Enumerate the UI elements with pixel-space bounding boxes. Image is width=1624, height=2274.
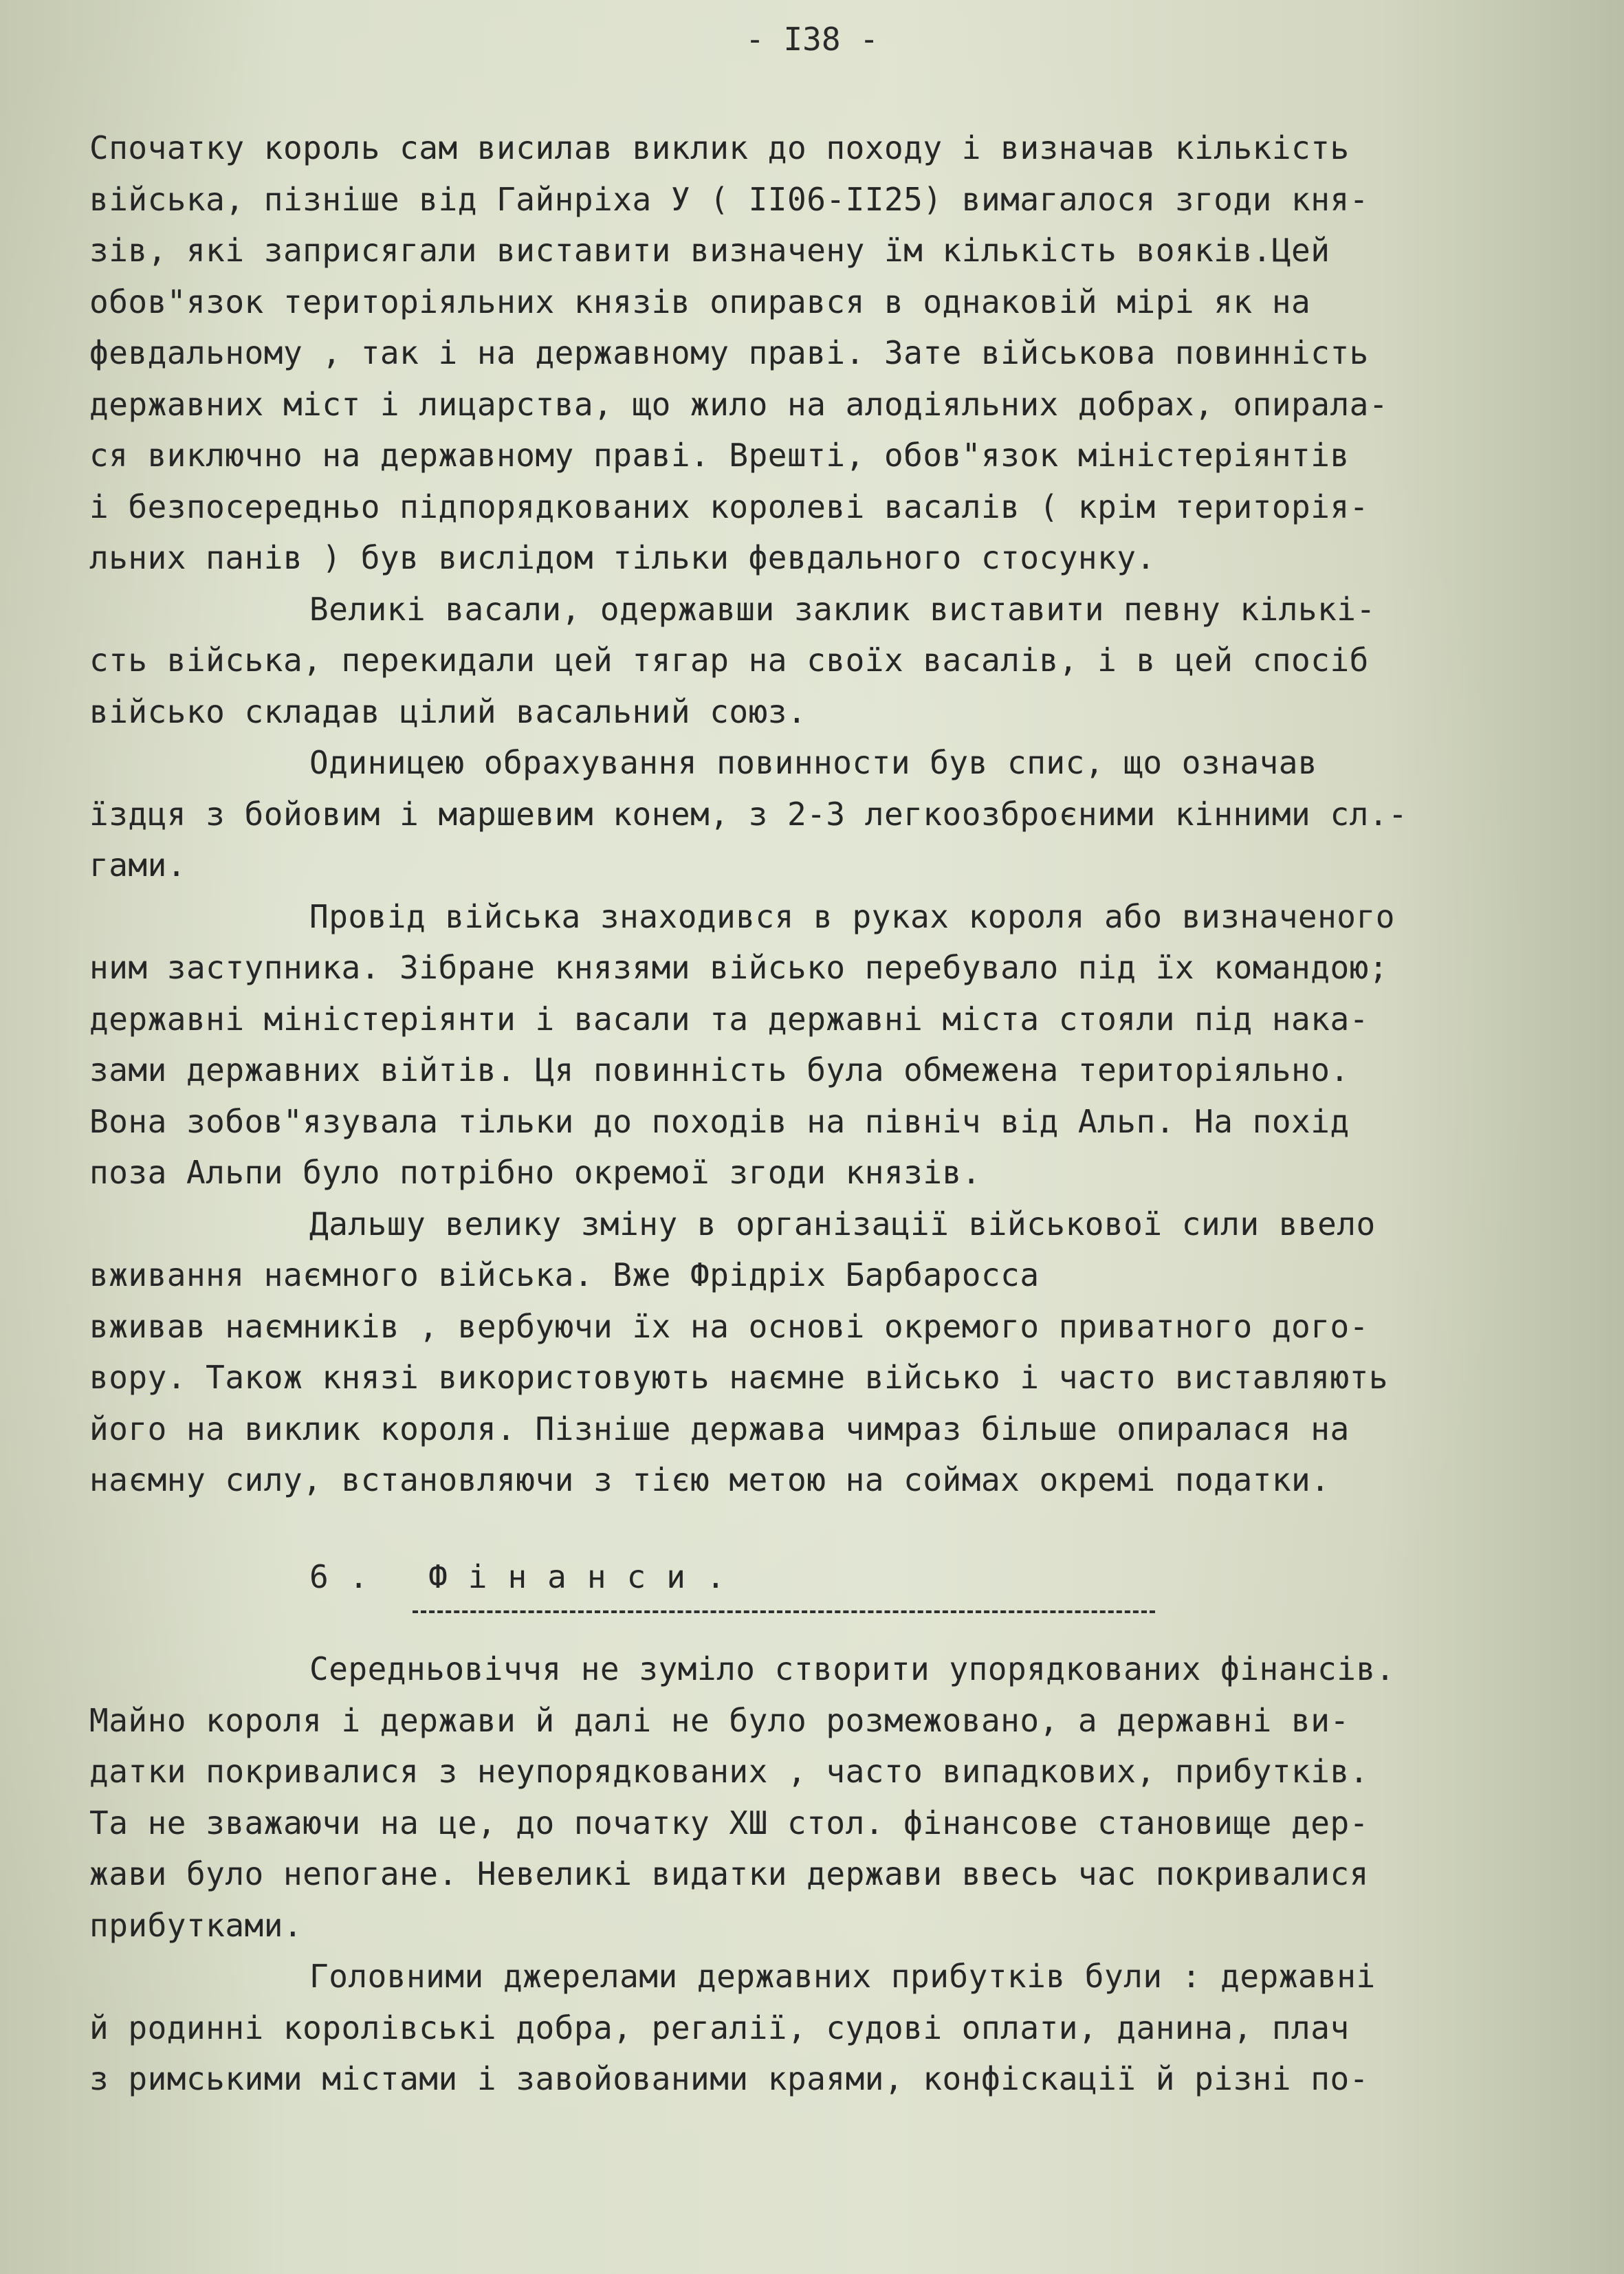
section-gap: [89, 1506, 1588, 1551]
paragraph-revenue-sources: [89, 1951, 1588, 2105]
text-line: державні міністеріянти і васали та державні міста стояли під нака-: [89, 1000, 1369, 1038]
section-heading: [89, 1551, 1588, 1603]
text-line: Одиницею обрахування повинности був спис, що означав: [309, 744, 1318, 781]
text-line: державних міст і лицарства, що жило на алодіяльних добрах, опирала-: [89, 385, 1389, 423]
page-number: - I38 -: [745, 21, 879, 58]
text-line: Великі васали, одержавши заклик виставити певну кількі-: [309, 590, 1376, 628]
text-line: датки покривалися з неупорядкованих , часто випадкових, прибутків.: [89, 1753, 1369, 1790]
text-line: обов"язок територіяльних князів опирався в однаковій мірі як на: [89, 283, 1311, 320]
text-line: з римськими містами і завойованими краями, конфіскації й різні по-: [89, 2060, 1369, 2097]
text-line: Середньовіччя не зуміло створити упорядкованих фінансів.: [309, 1650, 1395, 1687]
page-body: [89, 122, 1588, 2105]
text-line: гами.: [89, 846, 186, 884]
text-line: і безпосередньо підпорядкованих королеві васалів ( крім територія-: [89, 488, 1369, 525]
text-line: сть війська, перекидали цей тягар на своїх васалів, і в цей спосіб: [89, 642, 1369, 679]
paragraph-military-summons: [89, 122, 1588, 584]
paragraph-unit-of-duty: [89, 737, 1588, 891]
text-line: Провід війська знаходився в руках короля або визначеного: [309, 897, 1395, 935]
text-line: февдальному , так і на державному праві. Зате військова повинність: [89, 334, 1369, 371]
text-line: вживав наємників , вербуючи їх на основі окремого приватного дого-: [89, 1307, 1369, 1345]
text-line: жави було непогане. Невеликі видатки держави ввесь час покривалися: [89, 1855, 1369, 1892]
text-line: Майно короля і держави й далі не було розмежовано, а державні ви-: [89, 1701, 1350, 1739]
text-line: їздця з бойовим і маршевим конем, з 2-3 легкоозброєними кінними сл.-: [89, 795, 1408, 833]
text-line: вживання наємного війська. Вже Фрідріх Барбаросса: [89, 1256, 1040, 1293]
text-line: Головними джерелами державних прибутків були : державні: [309, 1958, 1376, 1995]
section-number: 6.: [309, 1557, 389, 1595]
text-line: Вона зобов"язувала тільки до походів на північ від Альп. На похід: [89, 1102, 1350, 1140]
paragraph-medieval-finances: [89, 1643, 1588, 1951]
section-title: Фінанси.: [428, 1557, 746, 1595]
text-line: війська, пізніше від Гайнріха У ( II06-II25) вимагалося згоди кня-: [89, 180, 1369, 218]
text-line: й родинні королівські добра, регалії, судові оплати, данина, плач: [89, 2009, 1350, 2046]
text-line: ним заступника. Зібране князями військо перебувало під їх командою;: [89, 949, 1389, 986]
paragraph-army-command: [89, 891, 1588, 1199]
text-line: військо складав цілий васальний союз.: [89, 692, 807, 730]
text-line: зами державних війтів. Ця повинність була обмежена територіяльно.: [89, 1051, 1350, 1089]
paragraph-mercenary-army: [89, 1199, 1588, 1506]
text-line: поза Альпи було потрібно окремої згоди князів.: [89, 1154, 981, 1191]
text-line: зів, які заприсягали виставити визначену їм кількість вояків.Цей: [89, 232, 1330, 269]
text-line: вору. Також князі використовують наємне військо і часто виставляють: [89, 1359, 1389, 1396]
paragraph-great-vassals: [89, 584, 1588, 738]
text-line: його на виклик короля. Пізніше держава чимраз більше опиралася на: [89, 1410, 1350, 1447]
text-line: Та не зважаючи на це, до початку ХШ стол. фінансове становище дер-: [89, 1804, 1369, 1841]
dashed-rule: [413, 1610, 1155, 1613]
text-line: Дальшу велику зміну в організації військової сили ввело: [309, 1205, 1376, 1243]
text-line: прибутками.: [89, 1906, 303, 1944]
text-line: ся виключно на державному праві. Врешті, обов"язок міністеріянтів: [89, 437, 1350, 474]
text-line: Спочатку король сам висилав виклик до походу і визначав кількість: [89, 129, 1350, 166]
text-line: наємну силу, встановляючи з тією метою на соймах окремі податки.: [89, 1461, 1330, 1498]
text-line: льних панів ) був вислідом тільки февдального стосунку.: [89, 539, 1156, 576]
heading-underline: [89, 1602, 1588, 1643]
